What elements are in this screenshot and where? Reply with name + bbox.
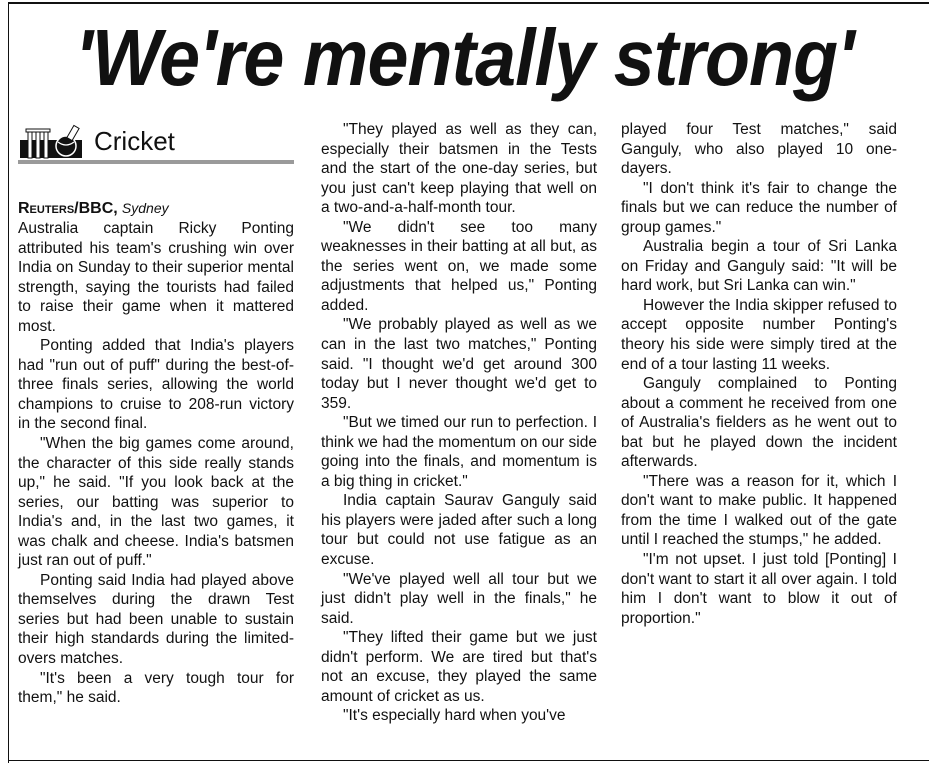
- column-3: [621, 120, 897, 628]
- paragraph: Ganguly complained to Ponting about a comment he received from one of Australia's fielders as he went out to bat but he played down the incident afterwards.: [621, 375, 897, 471]
- paragraph: "But we timed our run to perfection. I think we had the momentum on our side going into the finals, and momentum is a big thing in cricket.": [321, 414, 597, 490]
- paragraph: "We probably played as well as we can in the last two matches," Ponting said. "I thought we'd get around 300 today but I never thought we'd get to 359.: [321, 316, 597, 412]
- column-2: [321, 120, 597, 726]
- paragraph: "They lifted their game but we just didn't perform. We are tired but that's not an excuse, they played the same amount of cricket as us.: [321, 629, 597, 705]
- paragraph: "They played as well as they can, especially their batsmen in the Tests and the start of the one-day series, but you just can't keep playing that well on a two-and-a-half-month tour.: [321, 121, 597, 217]
- paragraph: However the India skipper refused to accept opposite number Ponting's theory his side were simply tired at the end of a tour lasting 11 weeks.: [621, 296, 897, 373]
- column-1: [18, 120, 294, 708]
- category-rule: [18, 160, 294, 164]
- paragraph: "When the big games come around, the character of this side really stands up," he said. "If you look back at the series, our batting was superior to India's and, in the last two games, it was chalk and cheese. India's batsmen just ran out of puff.": [18, 435, 294, 570]
- byline: [18, 198, 294, 219]
- paragraph: India captain Saurav Ganguly said his players were jaded after such a long tour but could not use fatigue as an excuse.: [321, 492, 597, 569]
- paragraph: "We didn't see too many weaknesses in their batting at all but, as the series went on, we made some adjustments that helped us," Ponting added.: [321, 218, 597, 314]
- paragraph: Australia begin a tour of Sri Lanka on Friday and Ganguly said: "It will be hard work, but Sri Lanka can win.": [621, 238, 897, 295]
- paragraph: Australia captain Ricky Ponting attributed his team's crushing win over India on Sunday to their superior mental strength, saying the tourists had failed to raise their game when it mattered most.: [18, 220, 294, 335]
- paragraph: "I'm not upset. I just told [Ponting] I don't want to start it all over again. I told him I don't want to blow it out of proportion.": [621, 551, 897, 627]
- paragraph: played four Test matches," said Ganguly, who also played 10 one-dayers.: [621, 121, 897, 178]
- paragraph: "It's been a very tough tour for them," he said.: [18, 669, 294, 707]
- category-header: [18, 120, 294, 164]
- top-rule: [8, 2, 929, 4]
- paragraph: "I don't think it's fair to change the finals but we can reduce the number of group games.": [621, 179, 897, 236]
- bottom-rule: [8, 760, 929, 761]
- paragraph: "There was a reason for it, which I don't want to make public. It happened from the time I walked out of the gate until I reached the stumps," he added.: [621, 472, 897, 549]
- category-label: Cricket: [94, 126, 175, 156]
- paragraph: "We've played well all tour but we just didn't play well in the finals," he said.: [321, 570, 597, 627]
- headline: 'We're mentally strong': [75, 13, 854, 102]
- byline-agency: Reuters/BBC,: [18, 200, 118, 217]
- left-rule: [8, 2, 9, 763]
- paragraph: Ponting said India had played above themselves during the drawn Test series but had been unable to sustain their high standards during the limited-overs matches.: [18, 571, 294, 668]
- byline-city: Sydney: [121, 200, 169, 216]
- paragraph: Ponting added that India's players had "run out of puff" during the best-of-three finals series, allowing the world champions to cruise to 208-run victory in the second final.: [18, 337, 294, 433]
- paragraph: "It's especially hard when you've: [343, 707, 566, 725]
